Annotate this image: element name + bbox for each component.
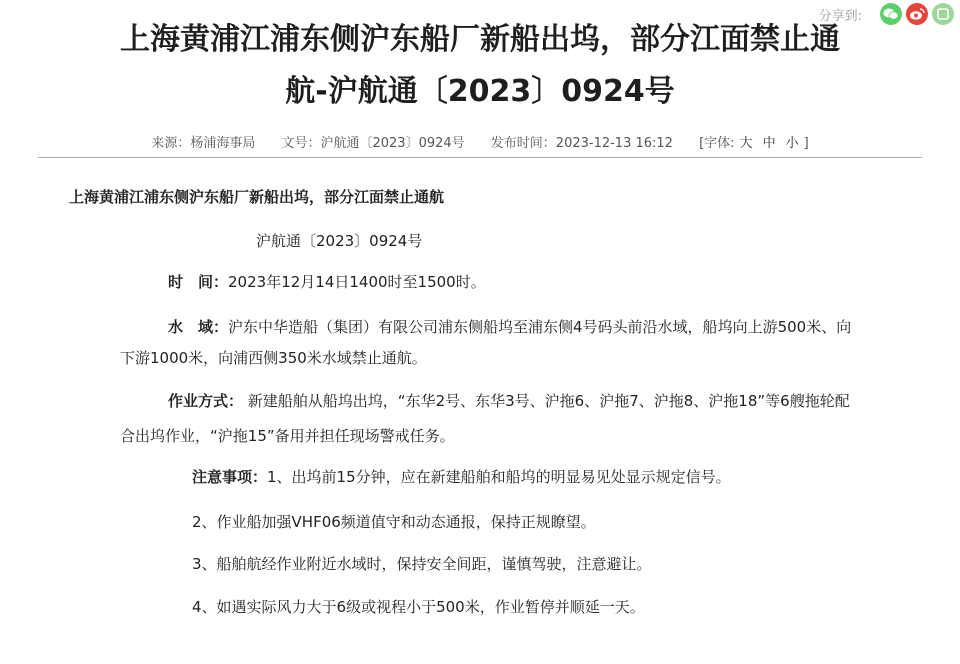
page-title — [60, 14, 900, 118]
font-size-control — [699, 136, 809, 151]
method-line-1: 新建船舶从船坞出坞，“东华2号、东华3号、沪拖6、沪拖7、沪拖8、沪拖18”等6艘拖轮配 — [247, 392, 850, 410]
waters-label: 水 域： — [168, 318, 229, 336]
method-paragraph — [168, 390, 850, 411]
waters-line-2: 下游1000米，向浦西侧350米水域禁止通航。 — [120, 349, 427, 367]
body-doc-number: 沪航通〔2023〕0924号 — [256, 232, 423, 250]
time-text: 2023年12月14日1400时至1500时。 — [228, 273, 486, 291]
copy-link-icon[interactable] — [932, 3, 954, 25]
font-size-large-button[interactable]: 大 — [739, 136, 753, 151]
font-size-suffix: ] — [803, 136, 809, 151]
font-size-medium-button[interactable]: 中 — [762, 136, 776, 151]
font-size-small-button[interactable]: 小 — [785, 136, 799, 151]
title-line-1: 上海黄浦江浦东侧沪东船厂新船出坞，部分江面禁止通 — [120, 22, 840, 57]
title-line-2: 航-沪航通〔2023〕0924号 — [285, 74, 675, 109]
note-item-4: 4、如遇实际风力大于6级或视程小于500米，作业暂停并顺延一天。 — [192, 598, 645, 616]
share-label: 分享到: — [818, 8, 862, 24]
notes-label: 注意事项： — [192, 468, 268, 486]
publish-time-text: 发布时间：2023-12-13 16:12 — [490, 136, 673, 151]
time-label: 时 间： — [168, 273, 229, 291]
waters-paragraph — [168, 316, 851, 337]
weibo-share-icon[interactable] — [906, 3, 928, 25]
method-label: 作业方式： — [168, 392, 244, 410]
body-heading: 上海黄浦江浦东侧沪东船厂新船出坞，部分江面禁止通航 — [69, 188, 445, 206]
doc-number-text: 文号：沪航通〔2023〕0924号 — [281, 136, 465, 151]
method-line-2: 合出坞作业，“沪拖15”备用并担任现场警戒任务。 — [120, 427, 455, 445]
waters-line-1: 沪东中华造船（集团）有限公司浦东侧船坞至浦东侧4号码头前沿水域，船坞向上游500米、向 — [228, 318, 852, 336]
note-item-1: 1、出坞前15分钟，应在新建船舶和船坞的明显易见处显示规定信号。 — [267, 468, 731, 486]
font-size-prefix: [字体: — [699, 136, 735, 151]
note-item-3: 3、船舶航经作业附近水域时，保持安全间距，谨慎驾驶，注意避让。 — [192, 555, 652, 573]
time-paragraph — [168, 271, 486, 292]
note-item-2: 2、作业船加强VHF06频道值守和动态通报，保持正规瞭望。 — [192, 513, 596, 531]
header-divider — [38, 157, 922, 158]
notes-paragraph — [192, 466, 731, 487]
source-text: 来源：杨浦海事局 — [151, 136, 256, 151]
article-meta — [0, 132, 960, 151]
